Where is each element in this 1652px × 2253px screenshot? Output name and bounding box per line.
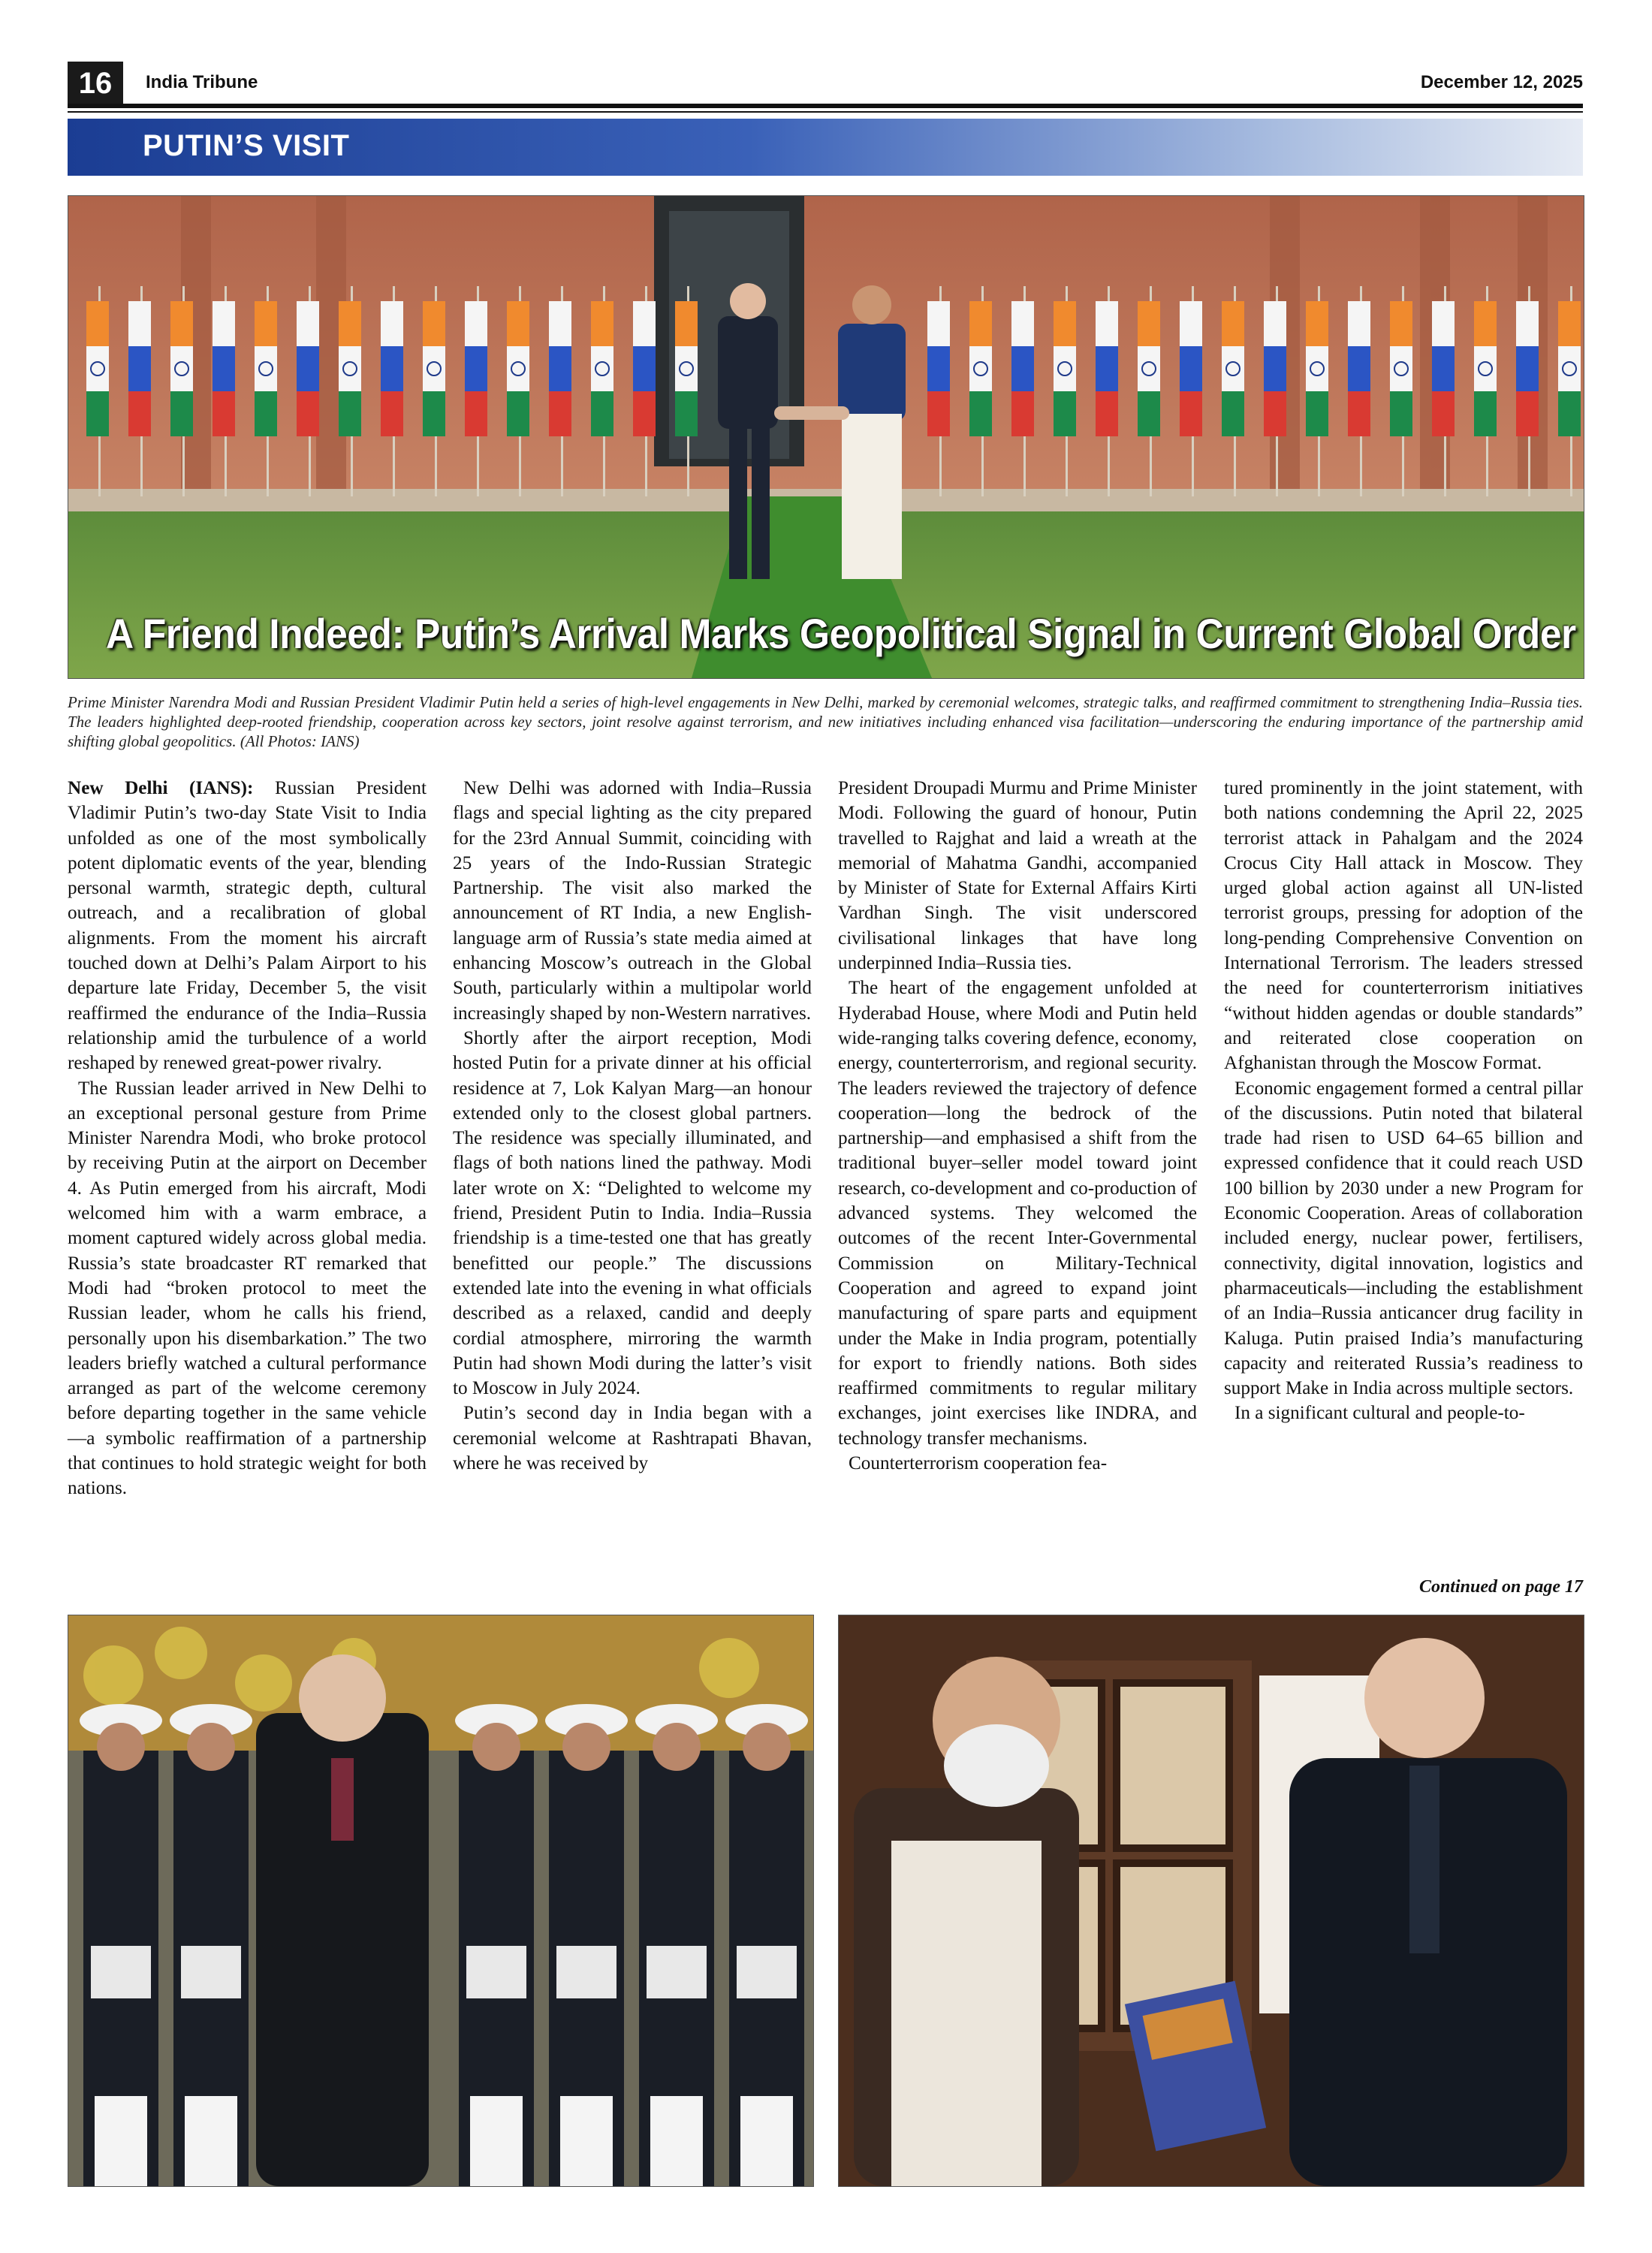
paragraph: Counterterrorism cooperation fea- <box>849 1453 1108 1474</box>
header-rule-thin <box>68 111 1583 113</box>
paragraph: President Droupadi Murmu and Prime Minister Modi. Following the guard of honour, Putin travelled to Rajghat and laid a wreath at the memorial of Mahatma Gandhi, accompanied by Minister of State for External Affairs Kirti Vardhan Singh. The visit underscored civilisational linkages that have long underpinned India–Russia ties. <box>838 778 1197 974</box>
paragraph: The heart of the engagement unfolded at Hyderabad House, where Modi and Putin held wide-ranging talks covering defence, economy, energy, counterterrorism, and regional security. The leaders reviewed the trajectory of defence cooperation—long the bedrock of the partnership—and emphasised a shift from the traditional buyer–seller model toward joint research, co-development and co-production of advanced systems. They welcomed the outcomes of the recent Inter-Governmental Commission on Military-Technical Cooperation and agreed to expand joint manufacturing of spare parts and equipment under the Make in India program, potentially for export to friendly nations. Both sides reaffirmed commitments to regular military exchanges, joint exercises like INDRA, and technology transfer mechanisms. <box>838 978 1197 1449</box>
page-number: 16 <box>68 62 123 105</box>
paragraph: Shortly after the airport reception, Modi hosted Putin for a private dinner at his official residence at 7, Lok Kalyan Marg—an honour extended only to the closest global partners. The residence was specially illuminated, and flags of both nations lined the pathway. Modi later wrote on X: “Delighted to welcome my friend, President Putin to India. India–Russia friendship is a time-tested one that has greatly benefitted our people.” The discussions extended late into the evening in what officials described as a relaxed, candid and deeply cordial atmosphere, mirroring the warmth Putin had shown Modi during the latter’s visit to Moscow in July 2024. <box>453 1027 812 1399</box>
paragraph: tured prominently in the joint statement, with both nations condemning the April 22, 2025 terrorist attack in Pahalgam and the 2024 Crocus City Hall attack in Moscow. They urged global action against all UN-listed terrorist groups, pressing for adoption of the long-pending Comprehensive Convention on International Terrorism. The leaders stressed the need for counterterrorism initiatives “without hidden agendas or double standards” and reiterated close cooperation on Afghanistan through the Moscow Format. <box>1224 778 1583 1074</box>
guard-of-honour-photo <box>68 1615 814 2187</box>
paragraph: Putin’s second day in India began with a ceremonial welcome at Rashtrapati Bhavan, where he was received by <box>453 1403 812 1474</box>
paragraph: Economic engagement formed a central pillar of the discussions. Putin noted that bilateral trade had risen to USD 64–65 billion and expressed confidence that it could reach USD 100 billion by 2030 under a new Program for Economic Cooperation. Areas of collaboration included energy, nuclear power, fertilisers, connectivity, digital innovation, logistics and pharmaceuticals—including the establishment of an India–Russia anticancer drug facility in Kaluga. Putin praised India’s manufacturing capacity and reiterated Russia’s readiness to support Make in India across multiple sectors. <box>1224 1078 1583 1399</box>
header-rule <box>68 104 1583 108</box>
paragraph: In a significant cultural and people-to- <box>1234 1403 1525 1424</box>
article-column-3 <box>838 776 1197 1476</box>
paragraph: The Russian leader arrived in New Delhi to an exceptional personal gesture from Prime Minister Narendra Modi, who broke protocol by receiving Putin at the airport on December 4. As Putin emerged from his aircraft, Modi welcomed him with a warm embrace, a moment captured widely across global media. Russia’s state broadcaster RT remarked that Modi had “broken protocol to meet the Russian leader, whom he calls his friend, personally upon his disembarkation.” The two leaders briefly watched a cultural performance arranged as part of the welcome ceremony before departing together in the same vehicle—a symbolic reaffirmation of a partnership that continues to hold strategic weight for both nations. <box>68 1078 427 1499</box>
issue-date: December 12, 2025 <box>1420 72 1583 92</box>
guard-of-honour-illustration <box>68 1615 813 2186</box>
page-header <box>68 62 1583 105</box>
continued-note: Continued on page 17 <box>1418 1577 1583 1597</box>
paragraph <box>68 776 427 1076</box>
article-column-1 <box>68 776 427 1501</box>
publication-name: India Tribune <box>146 72 258 92</box>
article-column-4 <box>1224 776 1583 1426</box>
hero-photo <box>68 195 1584 679</box>
paragraph-text: Russian President Vladimir Putin’s two-day State Visit to India unfolded as one of the most symbolically potent diplomatic events of the year, blending personal warmth, strategic depth, cultural outreach, and a recalibration of global alignments. From the moment his aircraft touched down at Delhi’s Palam Airport to his departure late Friday, December 5, the visit reaffirmed the endurance of the India–Russia relationship amid the turbulence of a world reshaped by renewed great-power rivalry. <box>68 778 427 1074</box>
book-gift-illustration <box>839 1615 1584 2186</box>
hero-photo-illustration <box>68 196 1584 678</box>
paragraph: New Delhi was adorned with India–Russia flags and special lighting as the city prepared for the 23rd Annual Summit, coinciding with 25 years of the Indo-Russian Strategic Partnership. The visit also marked the announcement of RT India, a new English-language arm of Russia’s state media aimed at enhancing Moscow’s outreach in the Global South, particularly within a multipolar world increasingly shaped by non-Western narratives. <box>453 778 812 1024</box>
section-title: PUTIN’S VISIT <box>143 129 350 162</box>
headline: A Friend Indeed: Putin’s Arrival Marks Geopolitical Signal in Current Global Order <box>106 610 1576 657</box>
section-banner <box>68 119 1583 176</box>
article-column-2 <box>453 776 812 1476</box>
book-gift-photo <box>838 1615 1584 2187</box>
dateline: New Delhi (IANS): <box>68 778 254 798</box>
photo-caption: Prime Minister Narendra Modi and Russian President Vladimir Putin held a series of high-level engagements in New Delhi, marked by ceremonial welcomes, strategic talks, and reaffirmed commitment to strengthening India–Russia ties. The leaders highlighted deep-rooted friendship, cooperation across key sectors, joint resolve against terrorism, and new initiatives including enhanced visa facilitation—underscoring the enduring importance of the partnership amid shifting global geopolitics. (All Photos: IANS) <box>68 693 1583 750</box>
